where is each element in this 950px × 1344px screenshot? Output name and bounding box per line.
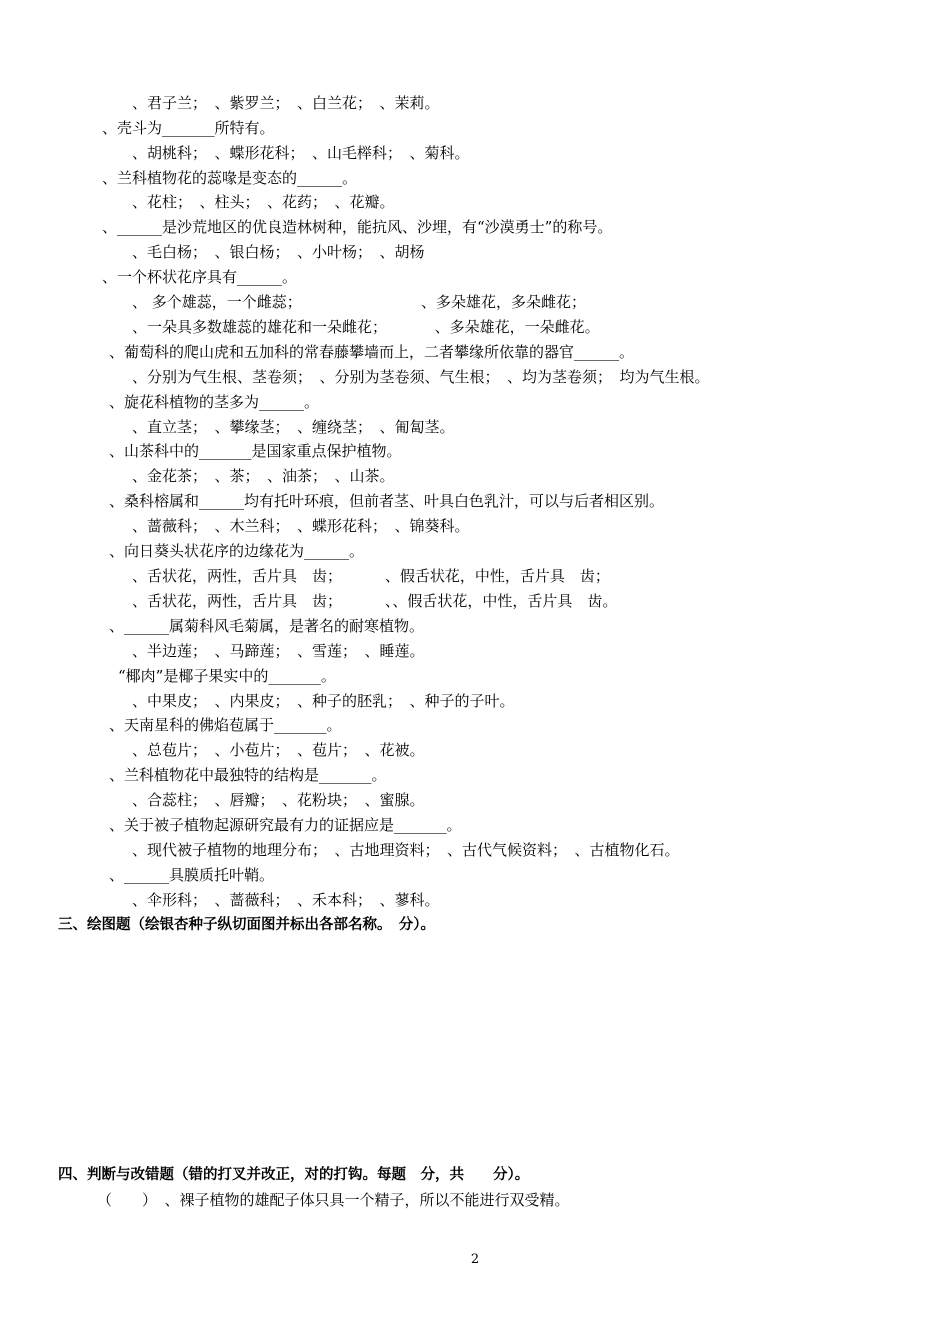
question-line: “椰肉”是椰子果实中的_______。 xyxy=(118,667,336,685)
question-line: 、______具膜质托叶鞘。 xyxy=(109,866,275,884)
question-line: 、桑科榕属和______均有托叶环痕，但前者茎、叶具白色乳汁，可以与后者相区别。 xyxy=(109,492,665,510)
option-line: 、现代被子植物的地理分布； 、古地理资料； 、古代气候资料； 、古植物化石。 xyxy=(132,841,680,859)
option-line: 、舌状花，两性，舌片具 齿； 、、假舌状花，中性，舌片具 齿。 xyxy=(132,592,618,610)
question-line: 、天南星科的佛焰苞属于_______。 xyxy=(109,716,342,734)
option-line: 、蔷薇科； 、木兰科； 、蝶形花科； 、锦葵科。 xyxy=(132,517,470,535)
option-line: 、胡桃科； 、蝶形花科； 、山毛榉科； 、菊科。 xyxy=(132,144,470,162)
option-line: 、分别为气生根、茎卷须； 、分别为茎卷须、气生根； 、均为茎卷须； 均为气生根。 xyxy=(132,368,710,386)
question-line: 、______属菊科风毛菊属，是著名的耐寒植物。 xyxy=(109,617,425,635)
option-line: 、一朵具多数雄蕊的雄花和一朵雌花； 、多朵雄花，一朵雌花。 xyxy=(132,318,600,336)
option-line: 、金花茶； 、茶； 、油茶； 、山茶。 xyxy=(132,467,395,485)
option-line: 、伞形科； 、蔷薇科； 、禾本科； 、蓼科。 xyxy=(132,891,440,909)
question-line: 、向日葵头状花序的边缘花为______。 xyxy=(109,542,365,560)
option-line: 、君子兰； 、紫罗兰； 、白兰花； 、茉莉。 xyxy=(132,94,440,112)
option-line: 、合蕊柱； 、唇瓣； 、花粉块； 、蜜腺。 xyxy=(132,791,425,809)
question-line: 、兰科植物花的蕊喙是变态的______。 xyxy=(102,169,358,187)
question-line: 、山茶科中的_______是国家重点保护植物。 xyxy=(109,442,402,460)
option-line: 、直立茎； 、攀缘茎； 、缠绕茎； 、匍匐茎。 xyxy=(132,418,455,436)
option-line: 、 多个雄蕊，一个雌蕊； 、多朵雄花，多朵雌花； xyxy=(132,293,586,311)
option-line: 、舌状花，两性，舌片具 齿； 、假舌状花，中性，舌片具 齿； xyxy=(132,567,610,585)
question-line: 、壳斗为_______所特有。 xyxy=(102,119,275,137)
question-line: 、关于被子植物起源研究最有力的证据应是_______。 xyxy=(109,816,462,834)
question-line: 、葡萄科的爬山虎和五加科的常春藤攀墙而上，二者攀缘所依靠的器官______。 xyxy=(109,343,635,361)
option-line: 、半边莲； 、马蹄莲； 、雪莲； 、睡莲。 xyxy=(132,642,425,660)
section-heading-judgement: 四、判断与改错题（错的打叉并改正，对的打钩。每题 分，共 分）。 xyxy=(58,1167,530,1183)
question-line: 、旋花科植物的茎多为______。 xyxy=(109,393,320,411)
page-number: 2 xyxy=(470,1252,480,1267)
section-heading-drawing: 三、绘图题（绘银杏种子纵切面图并标出各部名称。 分）。 xyxy=(58,917,435,933)
option-line: 、总苞片； 、小苞片； 、苞片； 、花被。 xyxy=(132,741,425,759)
option-line: 、中果皮； 、内果皮； 、种子的胚乳； 、种子的子叶。 xyxy=(132,692,515,710)
option-line: 、花柱； 、柱头； 、花药； 、花瓣。 xyxy=(132,193,395,211)
question-line: 、兰科植物花中最独特的结构是_______。 xyxy=(109,766,387,784)
question-line: 、______是沙荒地区的优良造林树种，能抗风、沙埋，有“沙漠勇士”的称号。 xyxy=(102,218,613,236)
option-line: 、毛白杨； 、银白杨； 、小叶杨； 、胡杨 xyxy=(132,243,425,261)
question-line: 、一个杯状花序具有______。 xyxy=(102,268,298,286)
judgement-question: （ ） 、裸子植物的雄配子体只具一个精子，所以不能进行双受精。 xyxy=(97,1191,570,1209)
